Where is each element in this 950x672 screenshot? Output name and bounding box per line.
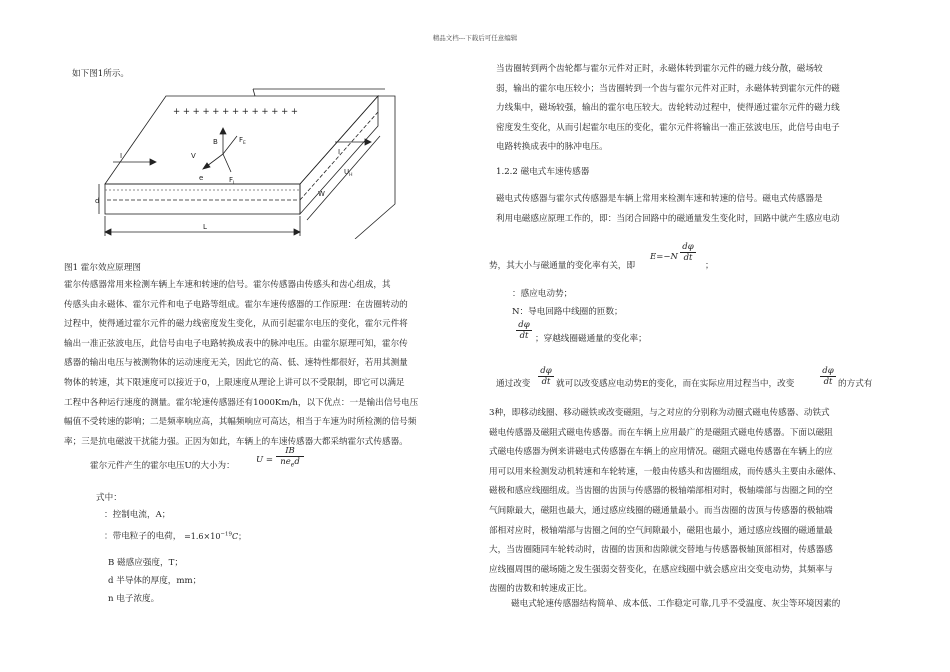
formula-lhs: U = bbox=[256, 455, 273, 465]
label-b: B bbox=[213, 138, 218, 146]
def-b: B 磁感应强度，T； bbox=[108, 558, 183, 568]
label-uh: U bbox=[344, 168, 350, 176]
left-para1-line: 传感头由永磁体、霍尔元件和电子电路等组成。霍尔车速传感器的工作原理：在齿圈转动的 bbox=[64, 299, 408, 310]
label-v: V bbox=[191, 152, 196, 160]
change-tail: 的方式有 bbox=[838, 379, 873, 389]
svg-text:FE bbox=[239, 136, 246, 146]
def-emf: ：感应电动势； bbox=[512, 289, 573, 299]
charge-exponent: −19 bbox=[220, 531, 233, 537]
label-uh-sub: H bbox=[349, 173, 353, 178]
left-para1-line: 霍尔传感器常用来检测车辆上车速和转速的信号。霍尔传感器由传感头和齿心组成，其 bbox=[64, 280, 391, 290]
def-current: ：控制电流，A； bbox=[104, 510, 171, 520]
label-w: W bbox=[318, 190, 325, 198]
label-d: d bbox=[95, 197, 100, 205]
formula-intro: 霍尔元件产生的霍尔电压U的大小为： bbox=[90, 461, 235, 471]
label-i-right: I bbox=[338, 148, 341, 156]
section-heading: 1.2.2 磁电式车速传感器 bbox=[496, 167, 590, 177]
right-para1-line: 力线集中，磁场较强，输出的霍尔电压较大。齿轮转动过程中，使得通过霍尔元件的磁力线 bbox=[496, 103, 840, 114]
where-label: 式中： bbox=[96, 493, 122, 503]
change-frac1-den: dt bbox=[541, 377, 551, 387]
change-fraction-1 bbox=[538, 366, 554, 387]
right-para3-line: 用可以用来检测发动机转速和车轮转速，一般由传感头和齿圈组成，而传感头主要由永磁体、 bbox=[489, 466, 842, 477]
left-para1-line: 感器的输出电压与被测物体的运动速度无关，因此它的高、低、速特性都很好，若用其测量 bbox=[64, 358, 408, 369]
left-para1-line: 过程中，使得通过霍尔元件的磁力线密度发生变化，从而引起霍尔电压的变化，霍尔元件将 bbox=[64, 319, 408, 330]
right-paragraph-1 bbox=[496, 60, 886, 158]
left-para1-line: 输出一准正弦波电压，此信号由电子电路转换成表中的脉冲电压。由霍尔原理可知，霍尔传 bbox=[64, 338, 408, 349]
flux-rate-fraction bbox=[516, 320, 532, 341]
def-d: d 半导体的厚度，mm； bbox=[108, 576, 202, 586]
label-fl: F bbox=[229, 176, 234, 184]
law-denominator: dt bbox=[683, 253, 693, 263]
plus-row: + + + + + + + + + + + + + bbox=[173, 107, 299, 117]
def-flux-rate: ；穿越线圈磁通量的变化率； bbox=[535, 334, 647, 344]
formula-denominator: ne bbox=[280, 457, 291, 467]
right-para3-line: 齿圈的齿数和转速成正比。 bbox=[489, 584, 593, 595]
right-para3-line: 应线圈周围的磁场随之发生强弱交替变化，在感应线圈中就会感应出交变电动势，其频率与 bbox=[489, 564, 833, 575]
hall-effect-figure bbox=[95, 84, 405, 239]
change-mid: 就可以改变感应电动势E的变化，而在实际应用过程当中，改变 bbox=[556, 379, 795, 389]
right-para2-line: 利用电磁感应原理工作的，即：当闭合回路中的磁通量发生变化时，回路中就产生感应电动 bbox=[496, 213, 840, 224]
law-tail: ； bbox=[705, 261, 714, 271]
left-para1-line: 幅值不受转速的影响；二是频率响应高，其幅频响应可高达，相当于车速为时所检测的信号频 bbox=[64, 417, 417, 428]
law-numerator: dφ bbox=[682, 242, 694, 252]
left-para1-line: 工程中各种运行速度的测量。霍尔轮速传感器还有1000Km/h，以下优点：一是输出信号电压 bbox=[64, 397, 419, 408]
last-line: 磁电式轮速传感器结构简单、成本低、工作稳定可靠,几乎不受温度、灰尘等环境因素的 bbox=[511, 599, 841, 609]
def-turns: N：导电回路中线圈的匝数； bbox=[512, 307, 623, 317]
right-para1-line: 密度发生变化，从而引起霍尔电压的变化，霍尔元件将输出一准正弦波电压，此信号由电子 bbox=[496, 122, 840, 133]
svg-text:FL bbox=[229, 176, 236, 186]
right-para1-line: 电路转换成表中的脉冲电压。 bbox=[496, 142, 608, 153]
label-e: e bbox=[199, 174, 204, 182]
right-para3-line: 气间隙最大，磁阻也最大，通过感应线圈的磁通量最小。而当齿圈的齿顶与传感器的极轴端 bbox=[489, 505, 833, 516]
figure-caption: 图1 霍尔效应原理图 bbox=[64, 263, 141, 273]
page-header: 精品文档---下载后可任意编辑 bbox=[432, 34, 518, 42]
charge-unit: C bbox=[232, 531, 239, 541]
law-line: 势，其大小与磁通量的变化率有关，即 bbox=[489, 261, 636, 271]
change-fraction-2 bbox=[820, 366, 836, 387]
flux-rate-denominator: dt bbox=[519, 331, 529, 341]
label-fl-sub: L bbox=[233, 181, 236, 186]
right-para3-line: 式磁电传感器为例来讲磁电式传感器在车辆上的应用情况。磁阻式磁电传感器在车辆上的应 bbox=[489, 447, 833, 458]
law-lhs: E=−N bbox=[650, 252, 678, 262]
right-para3-line: 磁电传感器及磁阻式磁电传感器。而在车辆上应用最广的是磁阻式磁电传感器。下面以磁阻 bbox=[489, 427, 833, 438]
label-i-left: I bbox=[120, 152, 123, 160]
charge-value: =1.6×10 bbox=[184, 531, 221, 541]
intro-line: 如下图1所示。 bbox=[72, 69, 130, 79]
change-frac2-den: dt bbox=[823, 377, 833, 387]
left-para1-line: 物体的转速，其下限速度可以接近于0，上限速度从理论上讲可以不受限制，即它可以满足 bbox=[64, 377, 405, 388]
label-fe: F bbox=[239, 136, 244, 144]
right-para3-line: 3种，即移动线圈、移动磁铁或改变磁阻，与之对应的分别称为动圈式磁电传感器、动铁式 bbox=[489, 408, 830, 418]
right-para1-line: 当齿圈转到两个齿轮都与霍尔元件对正时，永磁体转到霍尔元件的磁力线分散，磁场较 bbox=[496, 64, 823, 74]
right-paragraph-3 bbox=[489, 404, 887, 600]
def-n: n 电子浓度。 bbox=[108, 594, 160, 604]
right-para3-line: 部相对应时，极轴端部与齿圈之间的空气间隙最小，磁阻也最小，通过感应线圈的磁通量最 bbox=[489, 525, 833, 536]
label-l: L bbox=[203, 223, 207, 231]
right-para1-line: 弱，输出的霍尔电压较小；当齿圈转到一个齿与霍尔元件对正时，永磁体转到霍尔元件的磁 bbox=[496, 83, 840, 94]
right-para3-line: 磁极和感应线圈组成。当齿圈的齿顶与传感器的极轴端部相对时，极轴端部与齿圈之间的空 bbox=[489, 486, 833, 497]
right-paragraph-2 bbox=[496, 190, 886, 229]
change-frac2-num: dφ bbox=[822, 366, 834, 376]
right-para2-line: 磁电式传感器与霍尔式传感器是车辆上常用来检测车速和转速的信号。磁电式传感器是 bbox=[496, 194, 823, 204]
left-paragraph-1 bbox=[64, 276, 464, 452]
right-para3-line: 大，当齿圈随同车轮转动时，齿圈的齿顶和齿隙就交替地与传感器极轴顶部相对，传感器感 bbox=[489, 545, 833, 556]
change-frac1-num: dφ bbox=[540, 366, 552, 376]
flux-rate-numerator: dφ bbox=[518, 320, 530, 330]
def-charge-label: ：带电粒子的电荷， bbox=[104, 531, 182, 542]
change-pre: 通过改变 bbox=[496, 379, 531, 389]
formula-numerator: IB bbox=[285, 446, 295, 456]
formula-den-sub: e bbox=[290, 461, 295, 469]
charge-tail: ； bbox=[238, 531, 247, 541]
formula-den-tail: d bbox=[294, 457, 300, 467]
def-charge bbox=[104, 528, 246, 543]
label-fe-sub: E bbox=[243, 141, 246, 146]
left-para1-line: 率；三是抗电磁波干扰能力强。正因为如此，车辆上的车速传感器大都采纳霍尔式传感器。 bbox=[64, 436, 408, 447]
